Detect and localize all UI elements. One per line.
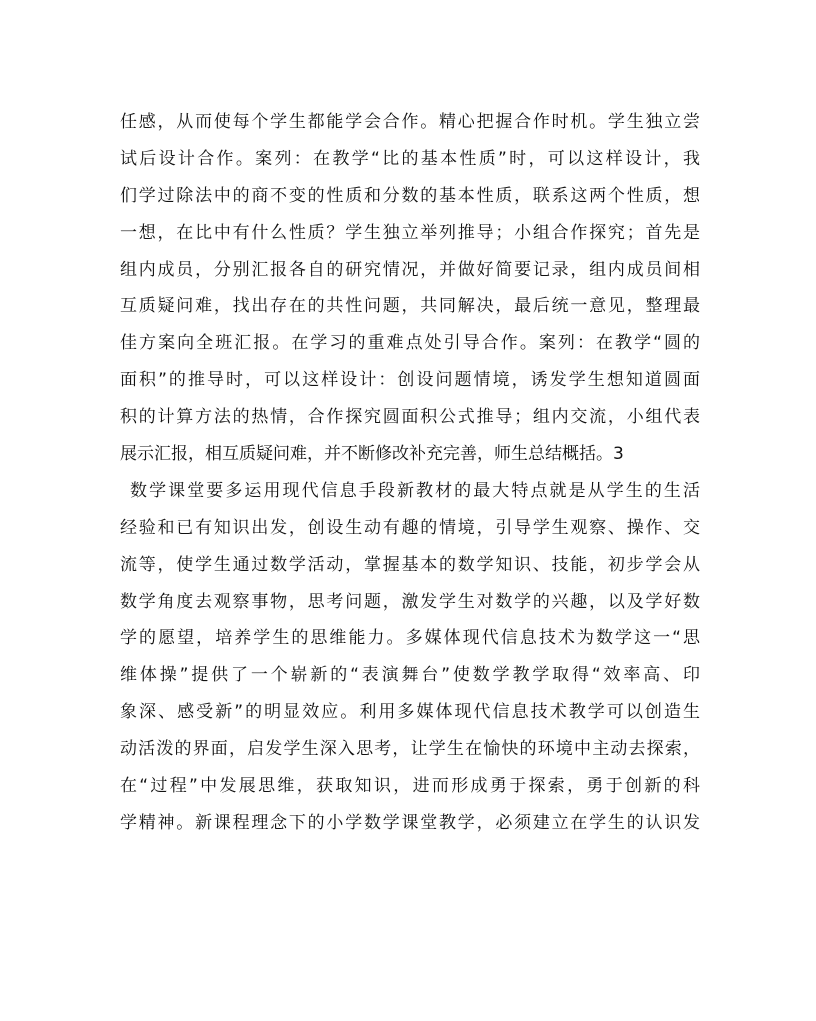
text-line: 数学角度去观察事物，思考问题，激发学生对数学的兴趣，以及学好数 [120,591,700,612]
text-line: 组内成员，分别汇报各自的研究情况，并做好简要记录，组内成员间相 [120,259,700,280]
text-line: 学的愿望，培养学生的思维能力。多媒体现代信息技术为数学这一“思 [120,628,700,649]
text-line: 积的计算方法的热情，合作探究圆面积公式推导；组内交流，小组代表 [120,407,700,428]
text-line: 一想，在比中有什么性质？学生独立举列推导；小组合作探究；首先是 [120,222,700,243]
text-line: 面积”的推导时，可以这样设计：创设问题情境，诱发学生想知道圆面 [120,370,700,391]
text-line: 们学过除法中的商不变的性质和分数的基本性质，联系这两个性质，想 [120,185,700,206]
text-line: 流等，使学生通过数学活动，掌握基本的数学知识、技能，初步学会从 [120,554,700,575]
text-line: 佳方案向全班汇报。在学习的重难点处引导合作。案列：在教学“圆的 [120,333,700,354]
body-text [120,104,700,842]
text-line: 象深、感受新”的明显效应。利用多媒体现代信息技术教学可以创造生 [120,702,700,723]
text-line: 维体操”提供了一个崭新的“表演舞台”使数学教学取得“效率高、印 [120,665,700,686]
text-line: 经验和已有知识出发，创设生动有趣的情境，引导学生观察、操作、交 [120,517,700,538]
text-line: 展示汇报，相互质疑问难，并不断修改补充完善，师生总结概括。3 [120,444,624,465]
text-line: 试后设计合作。案列：在教学“比的基本性质”时，可以这样设计，我 [120,148,700,169]
text-line: 互质疑问难，找出存在的共性问题，共同解决，最后统一意见，整理最 [120,296,700,317]
text-line: 在“过程”中发展思维，获取知识，进而形成勇于探索，勇于创新的科 [120,776,700,797]
text-line: 学精神。新课程理念下的小学数学课堂教学，必须建立在学生的认识发 [120,812,700,833]
text-line: 数学课堂要多运用现代信息手段新教材的最大特点就是从学生的生活 [130,480,700,501]
text-line: 动活泼的界面，启发学生深入思考，让学生在愉快的环境中主动去探索， [120,739,700,760]
text-line: 任感，从而使每个学生都能学会合作。精心把握合作时机。学生独立尝 [120,112,700,132]
